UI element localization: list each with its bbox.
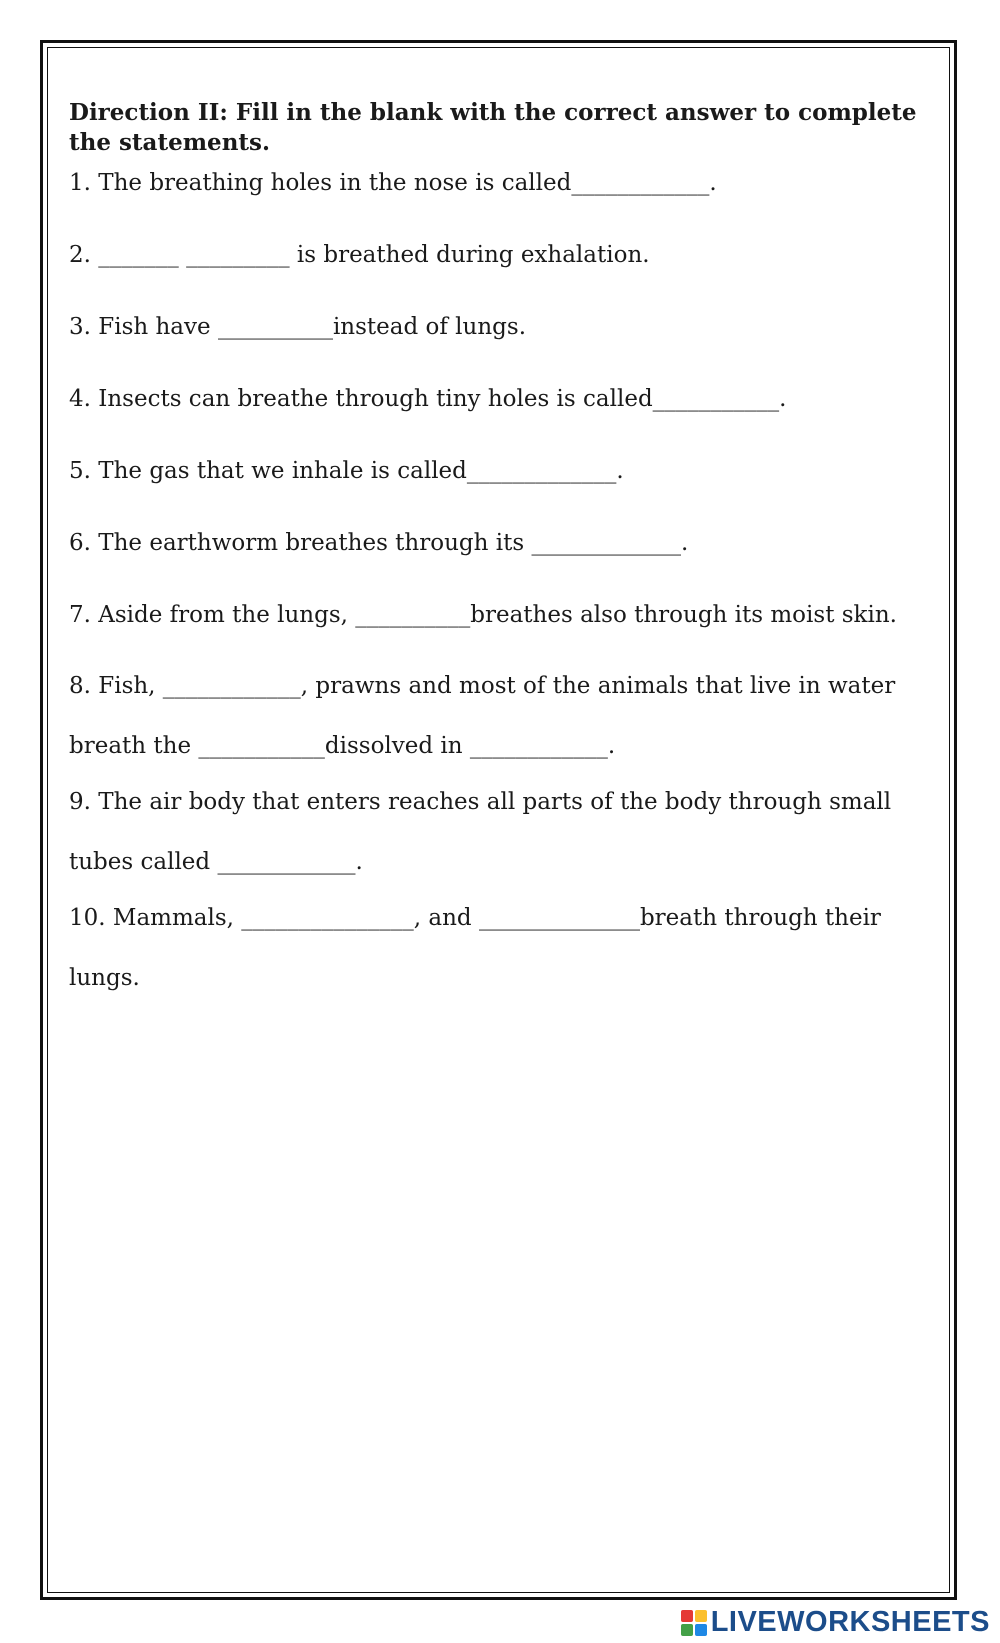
question-2: 2. _______ _________ is breathed during exhalation.	[69, 242, 650, 268]
question-8: 8. Fish, ____________, prawns and most of the animals that live in water breath the ___________dissolved in ____________.	[69, 673, 896, 759]
question-6: 6. The earthworm breathes through its _____________.	[69, 530, 689, 556]
direction-heading: Direction II: Fill in the blank with the correct answer to complete the statements.	[69, 99, 917, 156]
liveworksheets-logo-icon	[681, 1610, 707, 1636]
question-9: 9. The air body that enters reaches all parts of the body through small tubes called ____________.	[69, 789, 892, 875]
worksheet-content	[69, 98, 939, 1020]
question-7: 7. Aside from the lungs, __________breathes also through its moist skin.	[69, 602, 897, 628]
question-1: 1. The breathing holes in the nose is called____________.	[69, 170, 717, 196]
question-10: 10. Mammals, _______________, and ______________breath through their lungs.	[69, 905, 881, 991]
question-5: 5. The gas that we inhale is called_____________.	[69, 458, 624, 484]
question-4: 4. Insects can breathe through tiny holes is called___________.	[69, 386, 787, 412]
logo-square-red	[681, 1610, 693, 1622]
logo-square-yellow	[695, 1610, 707, 1622]
logo-square-green	[681, 1624, 693, 1636]
logo-square-blue	[695, 1624, 707, 1636]
liveworksheets-logo	[681, 1606, 990, 1639]
question-3: 3. Fish have __________instead of lungs.	[69, 314, 527, 340]
logo-text: LIVEWORKSHEETS	[710, 1606, 990, 1638]
